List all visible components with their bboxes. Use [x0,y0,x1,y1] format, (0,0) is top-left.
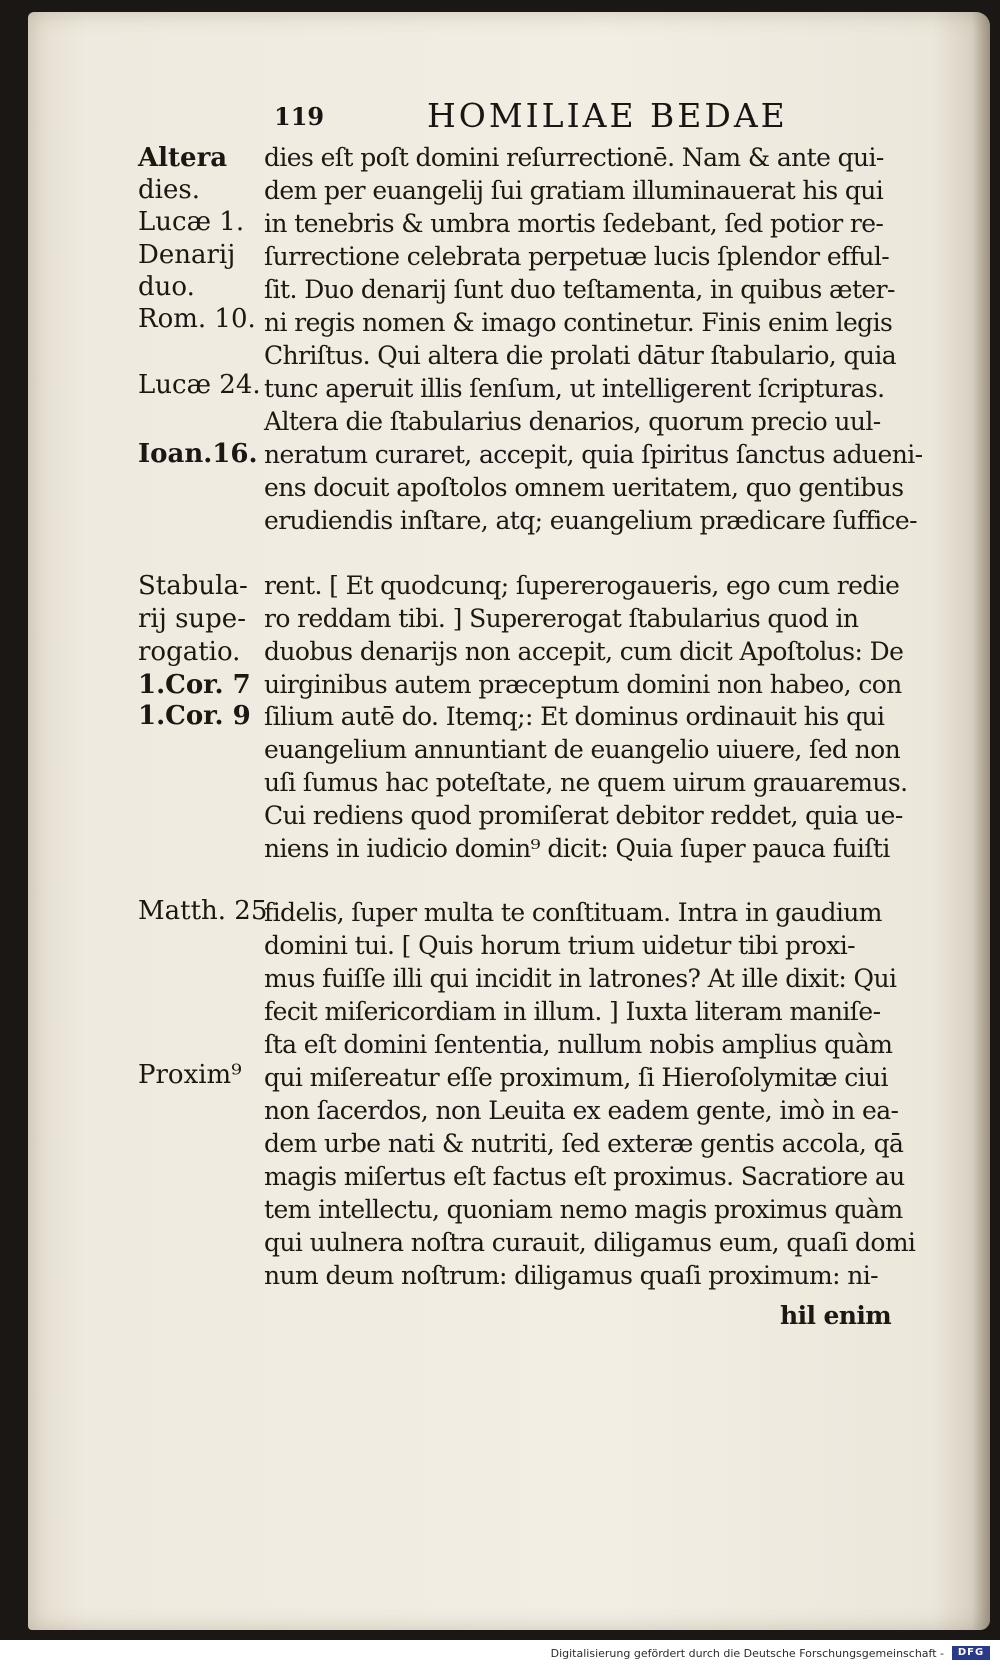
text-line: ni regis nomen & imago continetur. Finis enim legis [264,308,893,337]
margin-note: Rom. 10. [138,304,256,334]
funding-credit: Digitalisierung gefördert durch die Deutsche Forschungsgemeinschaft - [550,1647,944,1660]
text-line: tem intellectu, quoniam nemo magis proximus quàm [264,1195,903,1224]
page-edge-shadow [972,12,990,1630]
margin-note: Proxim⁹ [138,1060,242,1090]
text-line: Chriſtus. Qui altera die prolati dātur ſtabulario, quia [264,341,897,370]
text-line: dem urbe nati & nutriti, ſed exteræ gentis accola, qā [264,1129,904,1158]
text-line: uſi ſumus hac poteſtate, ne quem uirum grauaremus. [264,768,908,797]
text-line: in tenebris & umbra mortis ſedebant, ſed potior re- [264,209,884,238]
running-head [262,96,882,136]
text-line: duobus denarijs non accepit, cum dicit Apoſtolus: De [264,637,904,666]
digitization-footer [0,1640,1000,1668]
text-line: ens docuit apoſtolos omnem ueritatem, quo gentibus [264,473,904,502]
text-line: rent. [ Et quodcunq; ſupererogaueris, ego cum redie [264,571,900,600]
margin-note: Ioan.16. [138,439,258,469]
text-line: dem per euangelij ſui gratiam illuminauerat his qui [264,176,884,205]
text-line: num deum noſtrum: diligamus quaſi proximum: ni- [264,1261,879,1290]
text-line: uirginibus autem præceptum domini non habeo, con [264,670,902,699]
margin-note: Stabula- [138,571,248,601]
margin-note: 1.Cor. 9 [138,701,251,731]
text-line: neratum curaret, accepit, quia ſpiritus ſanctus adueni- [264,440,923,469]
text-line: fecit miſericordiam in illum. ] Iuxta literam maniſe- [264,997,881,1026]
text-line: qui miſereatur eſſe proximum, ſi Hieroſolymitæ ciui [264,1063,888,1092]
margin-note: 1.Cor. 7 [138,670,251,700]
running-head-title: HOMILIAE BEDAE [427,96,788,135]
dfg-logo: DFG [952,1646,990,1660]
margin-note: Lucæ 24. [138,370,261,400]
margin-note: Matth. 25 [138,896,268,926]
text-line: euangelium annuntiant de euangelio uiuere, ſed non [264,735,901,764]
margin-note: rogatio. [138,637,241,667]
text-line: Cui rediens quod promiſerat debitor reddet, quia ue- [264,801,903,830]
margin-note: Altera [138,143,228,173]
text-line: domini tui. [ Quis horum trium uidetur tibi proxi- [264,931,855,960]
margin-note: dies. [138,175,200,205]
text-line: fidelis, ſuper multa te conſtituam. Intra in gaudium [264,898,882,927]
margin-notes [138,0,268,1400]
text-line: ſta eſt domini ſententia, nullum nobis amplius quàm [264,1030,893,1059]
catchword: hil enim [780,1301,892,1330]
margin-note: Denarij [138,240,236,270]
margin-note: Lucæ 1. [138,207,245,237]
text-line: qui uulnera noſtra curauit, diligamus eum, quaſi domi [264,1228,916,1257]
text-line: niens in iudicio domin⁹ dicit: Quia ſuper pauca fuiſti [264,834,890,863]
text-line: Altera die ſtabularius denarios, quorum precio uul- [264,407,881,436]
text-line: mus fuiſſe illi qui incidit in latrones? At ille dixit: Qui [264,964,897,993]
text-line: erudiendis inſtare, atq; euangelium prædicare ſuffice- [264,506,917,535]
margin-note: rij supe- [138,604,246,634]
page-number: 119 [274,102,325,131]
text-line: non ſacerdos, non Leuita ex eadem gente, imò in ea- [264,1096,899,1125]
text-line: ſurrectione celebrata perpetuæ lucis ſplendor efful- [264,242,890,271]
text-line: dies eſt poſt domini reſurrectionē. Nam & ante qui- [264,143,884,172]
text-line: magis miſertus eſt factus eſt proximus. Sacratiore au [264,1162,905,1191]
margin-note: duo. [138,272,195,302]
text-line: ro reddam tibi. ] Supererogat ſtabularius quod in [264,604,859,633]
text-line: tunc aperuit illis ſenſum, ut intelligerent ſcripturas. [264,374,885,403]
text-line: ſit. Duo denarij ſunt duo teſtamenta, in quibus æter- [264,275,895,304]
text-line: ſilium autē do. Itemq;: Et dominus ordinauit his qui [264,702,885,731]
